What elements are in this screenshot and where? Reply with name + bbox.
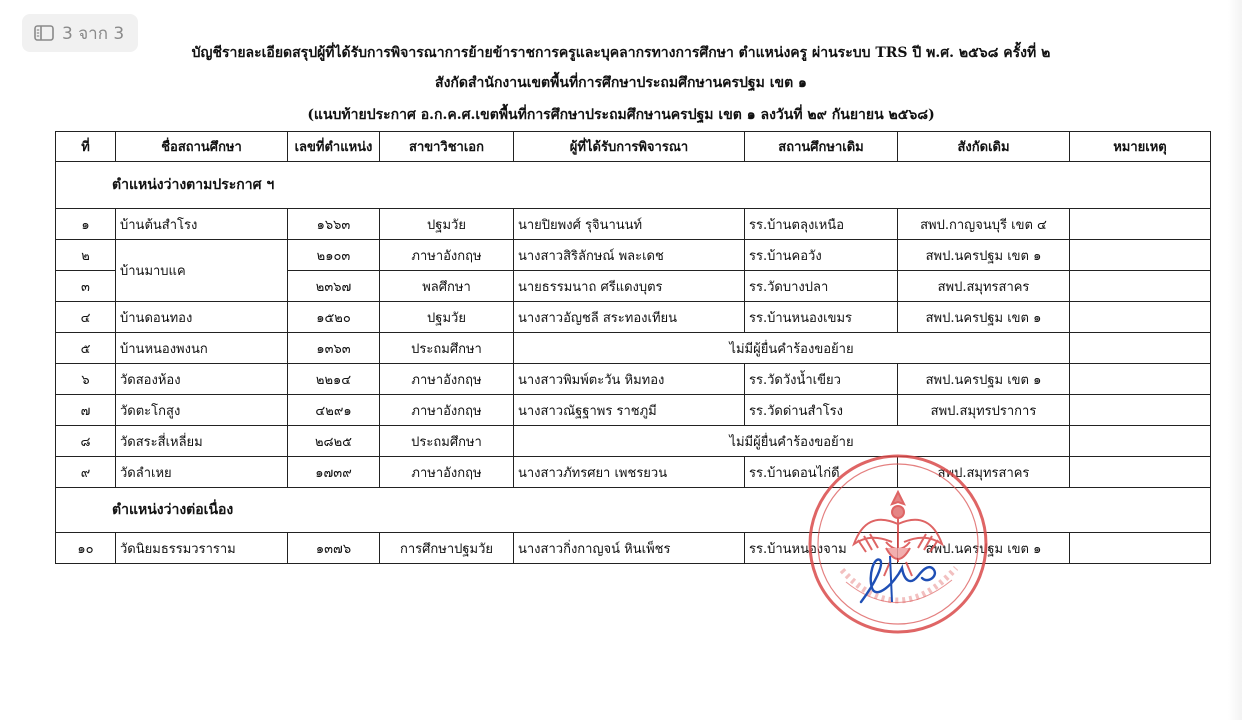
page-indicator-label: 3 จาก 3	[62, 23, 125, 44]
table-row	[56, 333, 1211, 364]
document-title: บัญชีรายละเอียดสรุปผู้ที่ได้รับการพิจารณาการย้ายข้าราชการครูและบุคลากรทางการศึกษา ตำแหน่งครู ผ่านระบบ TRS ปี พ.ศ. ๒๕๖๘ ครั้งที่ ๒	[191, 45, 1051, 61]
row-major: พลศึกษา	[380, 271, 514, 302]
table-row	[56, 426, 1211, 457]
row-position: ๒๓๖๗	[288, 271, 380, 302]
row-no: ๖	[56, 364, 116, 395]
row-old-school: รร.บ้านหนองจาม	[745, 533, 898, 564]
row-school: บ้านดอนทอง	[116, 302, 288, 333]
row-note	[1070, 364, 1211, 395]
row-old-school: รร.วัดบางปลา	[745, 271, 898, 302]
row-major: ปฐมวัย	[380, 302, 514, 333]
row-school: วัดนิยมธรรมวราราม	[116, 533, 288, 564]
row-major: ประถมศึกษา	[380, 333, 514, 364]
section-row	[56, 488, 1211, 533]
row-major: ประถมศึกษา	[380, 426, 514, 457]
row-old-office: สพป.กาญจนบุรี เขต ๔	[898, 209, 1070, 240]
row-note	[1070, 533, 1211, 564]
document-subtitle: สังกัดสำนักงานเขตพื้นที่การศึกษาประถมศึกษานครปฐม เขต ๑	[435, 75, 807, 91]
row-no: ๑	[56, 209, 116, 240]
row-position: ๒๒๑๔	[288, 364, 380, 395]
row-school: วัดสองห้อง	[116, 364, 288, 395]
row-no: ๙	[56, 457, 116, 488]
row-no-applicant: ไม่มีผู้ยื่นคำร้องขอย้าย	[514, 426, 1070, 457]
column-header-no: ที่	[56, 132, 116, 162]
row-position: ๑๗๓๙	[288, 457, 380, 488]
row-no: ๘	[56, 426, 116, 457]
row-note	[1070, 302, 1211, 333]
table-row	[56, 395, 1211, 426]
row-person: นางสาวกิ่งกาญจน์ หินเพ็ชร	[514, 533, 745, 564]
row-major: ภาษาอังกฤษ	[380, 457, 514, 488]
row-no: ๑๐	[56, 533, 116, 564]
row-major: ปฐมวัย	[380, 209, 514, 240]
row-note	[1070, 426, 1211, 457]
row-no: ๗	[56, 395, 116, 426]
row-major: การศึกษาปฐมวัย	[380, 533, 514, 564]
row-old-office: สพป.นครปฐม เขต ๑	[898, 302, 1070, 333]
row-no: ๓	[56, 271, 116, 302]
row-no-applicant: ไม่มีผู้ยื่นคำร้องขอย้าย	[514, 333, 1070, 364]
row-old-school: รร.บ้านดอนไก่ดี	[745, 457, 898, 488]
table-row	[56, 302, 1211, 333]
row-note	[1070, 271, 1211, 302]
row-person: นายปิยพงศ์ รุจินานนท์	[514, 209, 745, 240]
row-person: นางสาวอัญชลี สระทองเทียน	[514, 302, 745, 333]
row-note	[1070, 457, 1211, 488]
table-row	[56, 533, 1211, 564]
table-row	[56, 364, 1211, 395]
table-header-row	[56, 132, 1211, 162]
transfer-table	[55, 131, 1211, 564]
row-position: ๒๑๐๓	[288, 240, 380, 271]
row-school: วัดตะโกสูง	[116, 395, 288, 426]
row-major: ภาษาอังกฤษ	[380, 240, 514, 271]
row-old-school: รร.บ้านตลุงเหนือ	[745, 209, 898, 240]
sidebar-panel-icon	[34, 25, 54, 41]
row-major: ภาษาอังกฤษ	[380, 395, 514, 426]
row-old-school: รร.บ้านหนองเขมร	[745, 302, 898, 333]
row-old-office: สพป.สมุทรปราการ	[898, 395, 1070, 426]
row-position: ๔๒๙๑	[288, 395, 380, 426]
row-school: บ้านหนองพงนก	[116, 333, 288, 364]
column-header-old-school: สถานศึกษาเดิม	[745, 132, 898, 162]
row-position: ๑๓๗๖	[288, 533, 380, 564]
column-header-old-office: สังกัดเดิม	[898, 132, 1070, 162]
row-note	[1070, 333, 1211, 364]
row-old-school: รร.วัดด่านสำโรง	[745, 395, 898, 426]
row-position: ๑๕๒๐	[288, 302, 380, 333]
document-reference: (แนบท้ายประกาศ อ.ก.ค.ศ.เขตพื้นที่การศึกษาประถมศึกษานครปฐม เขต ๑ ลงวันที่ ๒๙ กันยายน ๒๕๖๘)	[307, 107, 935, 123]
row-note	[1070, 209, 1211, 240]
row-school: วัดลำเหย	[116, 457, 288, 488]
row-note	[1070, 240, 1211, 271]
row-school: บ้านมาบแค	[116, 240, 288, 302]
row-major: ภาษาอังกฤษ	[380, 364, 514, 395]
row-old-office: สพป.นครปฐม เขต ๑	[898, 533, 1070, 564]
row-old-office: สพป.นครปฐม เขต ๑	[898, 240, 1070, 271]
section-row	[56, 162, 1211, 209]
row-person: นางสาวพิมพ์ตะวัน หิมทอง	[514, 364, 745, 395]
table-row	[56, 240, 1211, 271]
row-school: วัดสระสี่เหลี่ยม	[116, 426, 288, 457]
column-header-person: ผู้ที่ได้รับการพิจารณา	[514, 132, 745, 162]
row-position: ๑๓๖๓	[288, 333, 380, 364]
row-person: นางสาวภัทรศยา เพชรยวน	[514, 457, 745, 488]
column-header-school: ชื่อสถานศึกษา	[116, 132, 288, 162]
row-old-school: รร.บ้านคอวัง	[745, 240, 898, 271]
row-position: ๒๘๒๕	[288, 426, 380, 457]
row-note	[1070, 395, 1211, 426]
row-position: ๑๖๖๓	[288, 209, 380, 240]
row-person: นางสาวณัฐฐาพร ราชภูมี	[514, 395, 745, 426]
column-header-major: สาขาวิชาเอก	[380, 132, 514, 162]
row-person: นางสาวสิริลักษณ์ พละเดช	[514, 240, 745, 271]
row-old-office: สพป.นครปฐม เขต ๑	[898, 364, 1070, 395]
row-no: ๒	[56, 240, 116, 271]
row-no: ๔	[56, 302, 116, 333]
table-row	[56, 457, 1211, 488]
viewer-edge	[1228, 0, 1242, 720]
section-title: ตำแหน่งว่างตามประกาศ ฯ	[56, 162, 1211, 209]
column-header-position: เลขที่ตำแหน่ง	[288, 132, 380, 162]
section-title: ตำแหน่งว่างต่อเนื่อง	[56, 488, 1211, 533]
row-old-school: รร.วัดวังน้ำเขียว	[745, 364, 898, 395]
column-header-note: หมายเหตุ	[1070, 132, 1211, 162]
row-no: ๕	[56, 333, 116, 364]
table-row	[56, 209, 1211, 240]
row-person: นายธรรมนาถ ศรีแดงบุตร	[514, 271, 745, 302]
row-old-office: สพป.สมุทรสาคร	[898, 271, 1070, 302]
row-school: บ้านต้นสำโรง	[116, 209, 288, 240]
row-old-office: สพป.สมุทรสาคร	[898, 457, 1070, 488]
